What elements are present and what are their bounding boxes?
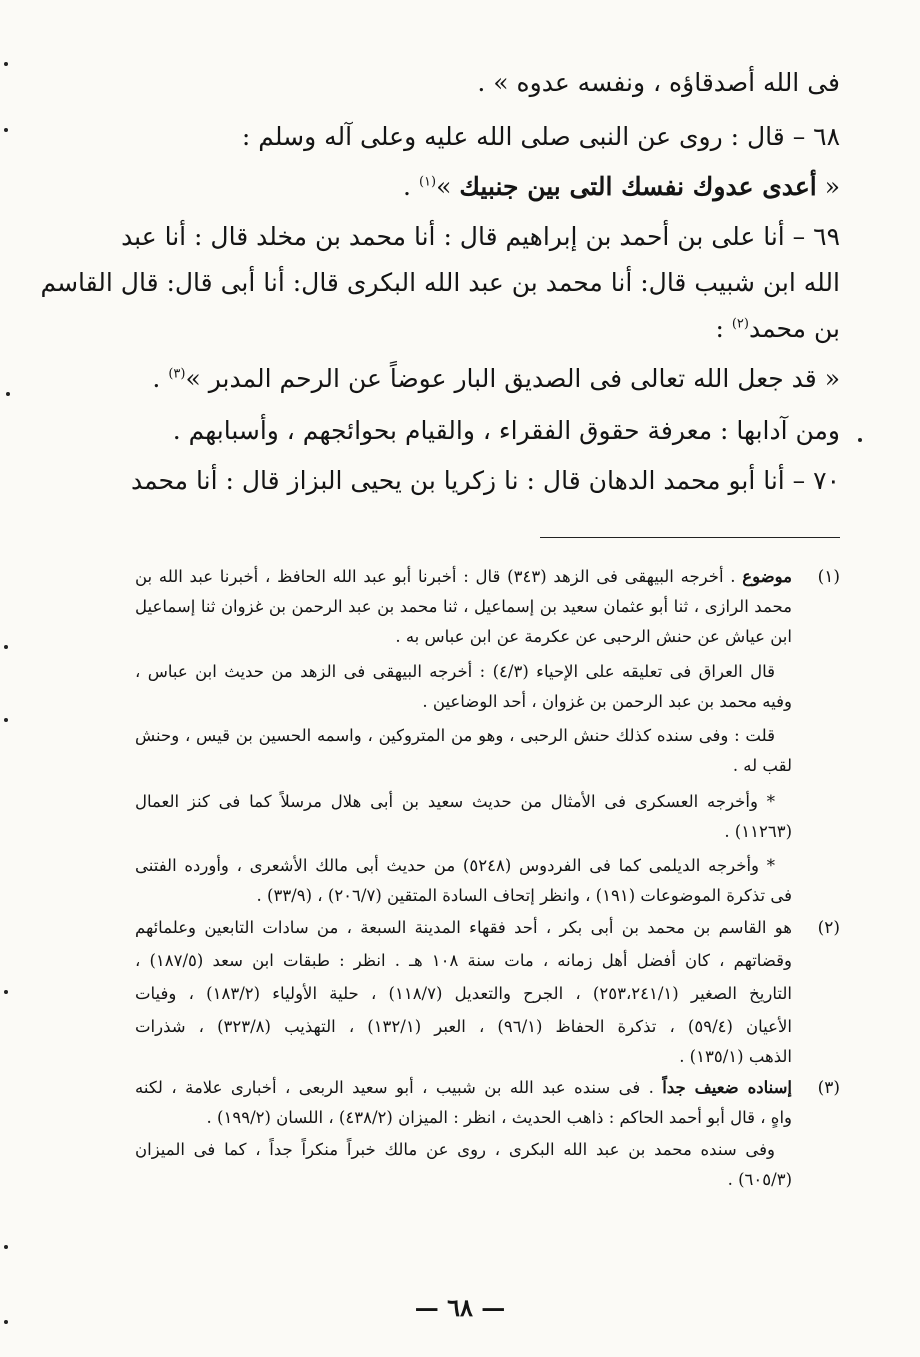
footnote-text: . أخرجه البيهقى فى الزهد (٣٤٣) قال : أخبرنا أبو عبد الله الحافظ ، أخبرنا عبد الله بن [135, 567, 743, 586]
narrator-name: بن محمد [748, 314, 840, 343]
footnote-2-line-2: وقضاتهم ، كان أفضل أهل زمانه ، مات سنة ١٠٨ هـ . انظر : طبقات ابن سعد (١٨٧/٥) ، [135, 951, 792, 970]
hadith-text: أعدى عدوك نفسك التى بين جنبيك [459, 172, 817, 201]
quote-text: « قد جعل الله تعالى فى الصديق البار عوضاً عن الرحم المدبر » [185, 364, 840, 393]
scan-speck [6, 392, 10, 396]
footnote-1-line-11: فى تذكرة الموضوعات (١٩١) ، وانظر إتحاف السادة المتقين (٢٠٦/٧) ، (٣٣/٩) . [256, 886, 792, 905]
scan-speck [4, 718, 8, 722]
footnote-1-line-5: وفيه محمد بن عبد الرحمن بن غزوان ، أحد الوضاعين . [422, 692, 792, 711]
footnote-separator [540, 537, 840, 538]
footnote-1-line-9: (١١٢٦٣) . [724, 822, 792, 841]
body-line-7 [152, 364, 840, 393]
grading-label: موضوع [742, 567, 793, 586]
footnote-3-line-4: (٦٠٥/٣) . [727, 1170, 792, 1189]
scan-speck [858, 438, 862, 442]
footnote-number-3: (٣) [817, 1078, 840, 1098]
footnote-1-line-4: قال العراق فى تعليقه على الإحياء (٤/٣) : أخرجه البيهقى فى الزهد من حديث ابن عباس ، [135, 662, 775, 681]
scan-speck [4, 1320, 8, 1324]
body-line-2: ٦٨ – قال : روى عن النبى صلى الله عليه وعلى آله وسلم : [241, 122, 840, 151]
body-line-5: الله ابن شبيب قال: أنا محمد بن عبد الله البكرى قال: أنا أبى قال: قال القاسم [40, 268, 840, 297]
line-end: . [152, 364, 169, 393]
footnote-3-line-1 [135, 1078, 792, 1097]
scan-speck [4, 1245, 8, 1249]
footnote-number-1: (١) [817, 567, 840, 587]
body-line-8: ومن آدابها : معرفة حقوق الفقراء ، والقيام بحوائجهم ، وأسبابهم . [172, 416, 840, 445]
footnote-ref-2: (٢) [731, 316, 749, 332]
footnote-2-line-4: الأعيان (٥٩/٤) ، تذكرة الحفاظ (٩٦/١) ، العبر (١٣٢/١) ، التهذيب (٣٢٣/٨) ، شذرات [135, 1017, 792, 1036]
footnote-1-line-7: لقب له . [732, 756, 792, 775]
scan-speck [4, 62, 8, 66]
footnote-1-line-1 [135, 567, 792, 586]
line-end: . [403, 172, 419, 201]
footnote-1-line-3: ابن عياش عن حنش الرحبى عن عكرمة عن ابن عباس به . [395, 627, 792, 646]
body-line-3 [403, 172, 840, 201]
footnote-1-line-6: قلت : وفى سنده كذلك حنش الرحبى ، وهو من المتروكين ، واسمه الحسين بن قيس ، وحنش [135, 726, 775, 745]
body-line-9: ٧٠ – أنا أبو محمد الدهان قال : نا زكريا بن يحيى البزاز قال : أنا محمد [130, 466, 840, 495]
body-line-1: فى الله أصدقاؤه ، ونفسه عدوه » . [477, 68, 840, 97]
body-line-6 [715, 314, 840, 343]
footnote-1-line-8: * وأخرجه العسكرى فى الأمثال من حديث سعيد بن أبى هلال مرسلاً كما فى كنز العمال [135, 792, 775, 811]
body-line-4: ٦٩ – أنا على بن أحمد بن إبراهيم قال : أنا محمد بن مخلد قال : أنا عبد [121, 222, 840, 251]
footnote-text: . فى سنده عبد الله بن شبيب ، أبو سعيد الربعى ، أخبارى علامة ، لكنه [135, 1078, 663, 1097]
footnote-1-line-2: محمد الرازى ، ثنا أبو عثمان سعيد بن إسماعيل ، ثنا محمد بن عبد الرحمن بن غزوان ثنا إسماعيل [135, 597, 792, 616]
quote-close: » [436, 172, 460, 201]
scan-speck [4, 128, 8, 132]
footnote-2-line-5: الذهب (١٣٥/١) . [679, 1047, 792, 1066]
footnote-ref-1: (١) [418, 174, 437, 190]
footnote-1-line-10: * وأخرجه الديلمى كما فى الفردوس (٥٢٤٨) من حديث أبى مالك الأشعرى ، وأورده الفتنى [135, 856, 775, 875]
page-number: — ٦٨ — [414, 1293, 506, 1322]
scan-speck [4, 990, 8, 994]
footnote-ref-3: (٣) [168, 366, 186, 382]
footnote-2-line-1: هو القاسم بن محمد بن أبى بكر ، أحد فقهاء المدينة السبعة ، من سادات التابعين وعلمائهم [135, 918, 792, 937]
footnote-3-line-2: واهٍ ، قال أبو أحمد الحاكم : ذاهب الحديث ، انظر : الميزان (٤٣٨/٢) ، اللسان (١٩٩/٢) . [206, 1108, 792, 1127]
footnote-3-line-3: وفى سنده محمد بن عبد الله البكرى ، روى عن مالك خبراً منكراً جداً ، كما فى الميزان [135, 1140, 775, 1159]
line-end: : [715, 314, 732, 343]
footnote-number-2: (٢) [817, 918, 840, 938]
grading-label: إسناده ضعيف جداً [662, 1078, 793, 1097]
footnote-2-line-3: التاريخ الصغير (٢٥٣،٢٤١/١) ، الجرح والتعديل (١١٨/٧) ، حلية الأولياء (١٨٣/٢) ، وفيات [135, 984, 792, 1003]
quote-open: « [816, 172, 840, 201]
scan-speck [4, 645, 8, 649]
